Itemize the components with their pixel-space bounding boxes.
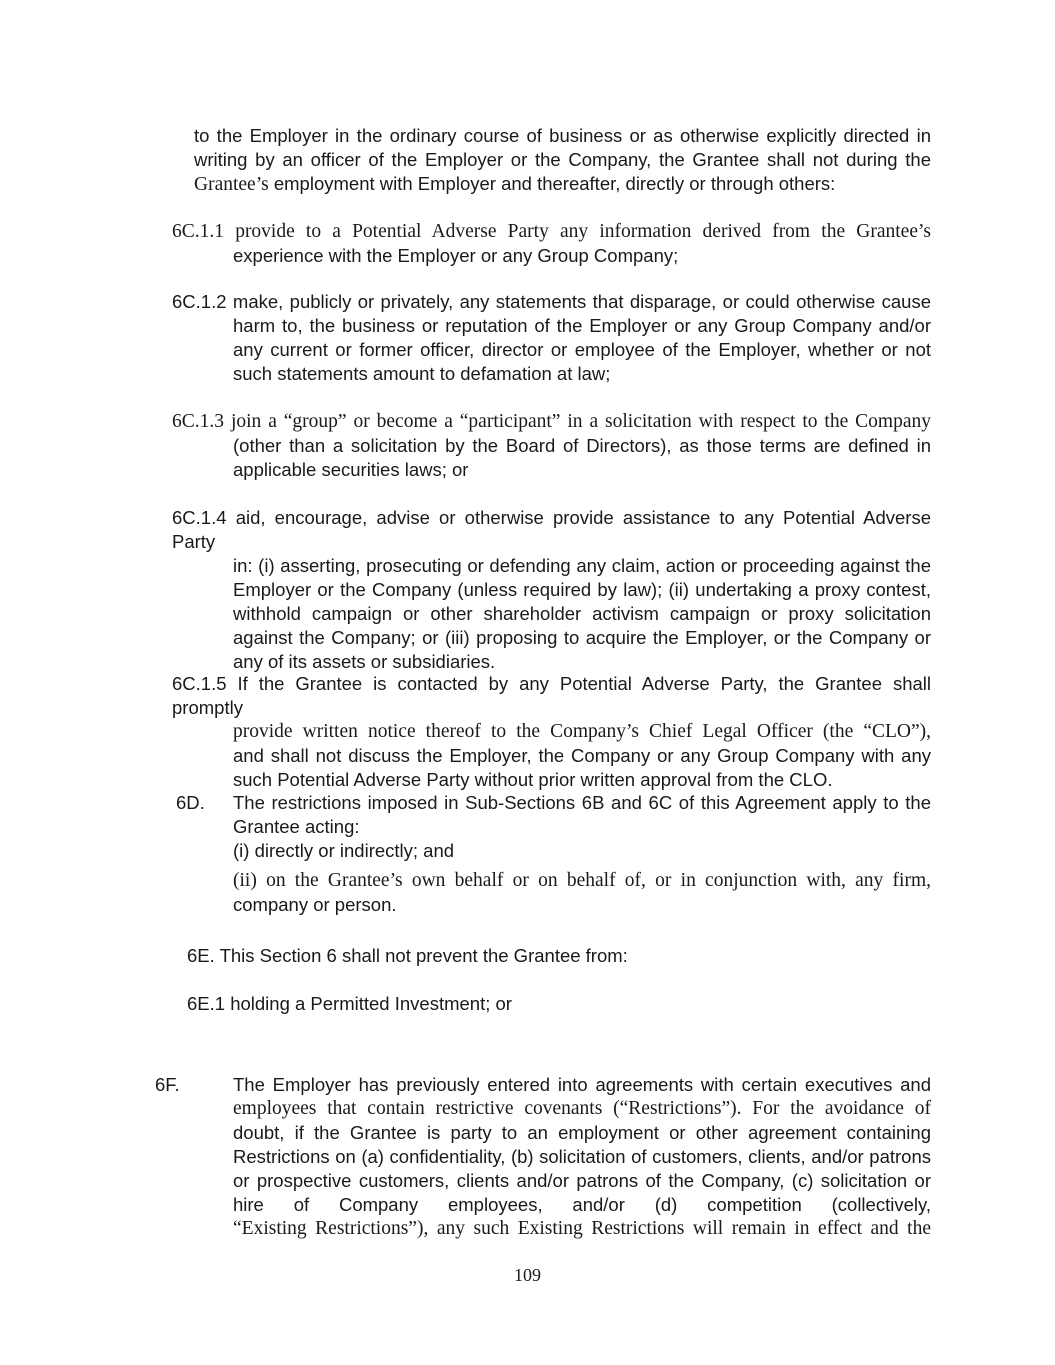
section-6e: 6E. This Section 6 shall not prevent the Grantee from: [187, 945, 628, 966]
section-6f-line-1: The Employer has previously entered into agreements with certain executives and [233, 1074, 931, 1095]
clause-6c-1-5-rest-wrap [172, 720, 931, 792]
section-6f [233, 1073, 931, 1241]
intro-line-1: to the Employer in the ordinary course of business or as otherwise explicitly directed in [194, 125, 931, 146]
clause-6c-1-5-first-text: If the Grantee is contacted by any Potential Adverse Party, the Grantee shall promptly [172, 673, 932, 718]
intro-line-3-text: employment with Employer and thereafter, directly or through others: [268, 173, 836, 194]
intro-line-3 [194, 172, 931, 197]
section-6d [233, 791, 931, 917]
clause-6c-1-2-first-line [172, 290, 931, 314]
clause-6c-1-1-first-text: provide to a Potential Adverse Party any information derived from the Grantee’s [235, 221, 931, 242]
clause-6c-1-3-label: 6C.1.3 [172, 411, 225, 432]
section-6d-sub-i: (i) directly or indirectly; and [233, 840, 455, 861]
clause-6c-1-3-first-line [172, 410, 931, 434]
section-6d-line-2: Grantee acting: [233, 816, 360, 837]
clause-6c-1-5 [172, 672, 931, 792]
section-6e-1: 6E.1 holding a Permitted Investment; or [187, 993, 512, 1014]
clause-6c-1-2-label: 6C.1.2 [172, 291, 227, 312]
clause-6c-1-3 [172, 410, 931, 482]
clause-6c-1-1-first-line [172, 220, 931, 244]
intro-paragraph [194, 124, 931, 197]
clause-6c-1-5-rest: and shall not discuss the Employer, the Company or any Group Company with any such Potential Adverse Party without prior written approval from the CLO. [233, 745, 931, 790]
page-number: 109 [514, 1265, 541, 1285]
section-6f-label: 6F. [155, 1074, 180, 1095]
clause-6c-1-2 [172, 290, 931, 386]
clause-6c-1-4-first-line [172, 506, 931, 554]
section-6f-line-2: employees that contain restrictive covenants (“Restrictions”). For the avoidance of [233, 1098, 931, 1119]
clause-6c-1-2-rest: harm to, the business or reputation of the Employer or any Group Company and/or any current or former officer, director or employee of the Employer, whether or not such statements amount to defamation at law; [233, 315, 931, 384]
clause-6c-1-4 [172, 506, 931, 674]
clause-6c-1-5-serif-line: provide written notice thereof to the Company’s Chief Legal Officer (the “CLO”), [233, 721, 931, 742]
clause-6c-1-2-first-text: make, publicly or privately, any statements that disparage, or could otherwise cause [232, 291, 932, 312]
clause-6c-1-1-label: 6C.1.1 [172, 221, 225, 242]
section-6f-middle: doubt, if the Grantee is party to an employment or other agreement containing Restrictions on (a) confidentiality, (b) solicitation of customers, clients, and/or patrons or prospective customers, clients and/or patrons of the Company, (c) solicitation or hire of Company employees, and/or (d) competition (collectively, [233, 1122, 931, 1215]
clause-6c-1-3-rest: (other than a solicitation by the Board of Directors), as those terms are defined in applicable securities laws; or [233, 435, 931, 480]
clause-6c-1-4-rest: in: (i) asserting, prosecuting or defending any claim, action or proceeding against the Employer or the Company (unless required by law); (ii) undertaking a proxy contest, withhold campaign or other shareholder activism campaign or proxy solicitation against the Company; or (iii) proposing to acquire the Employer, or the Company or any of its assets or subsidiaries. [233, 555, 931, 672]
clause-6c-1-1 [172, 220, 931, 268]
section-6d-line-1: The restrictions imposed in Sub-Sections 6B and 6C of this Agreement apply to the [233, 792, 931, 813]
section-6d-sub-ii: (ii) on the Grantee’s own behalf or on behalf of, or in conjunction with, any firm, [233, 870, 931, 891]
clause-6c-1-1-rest: experience with the Employer or any Group Company; [233, 245, 679, 266]
intro-grantee-word: Grantee’s [194, 174, 269, 195]
clause-6c-1-3-first-text: join a “group” or become a “participant” in a solicitation with respect to the Company [230, 411, 931, 432]
section-6f-last: “Existing Restrictions”), any such Existing Restrictions will remain in effect and the [233, 1218, 931, 1239]
clause-6c-1-4-label: 6C.1.4 [172, 507, 227, 528]
clause-6c-1-5-label: 6C.1.5 [172, 673, 227, 694]
clause-6c-1-5-first-line [172, 672, 931, 720]
intro-line-2: writing by an officer of the Employer or the Company, the Grantee shall not during the [194, 149, 931, 170]
section-6d-label: 6D. [176, 792, 205, 813]
clause-6c-1-4-first-text: aid, encourage, advise or otherwise provide assistance to any Potential Adverse Party [172, 507, 931, 552]
section-6d-sub-ii-rest: company or person. [233, 894, 397, 915]
